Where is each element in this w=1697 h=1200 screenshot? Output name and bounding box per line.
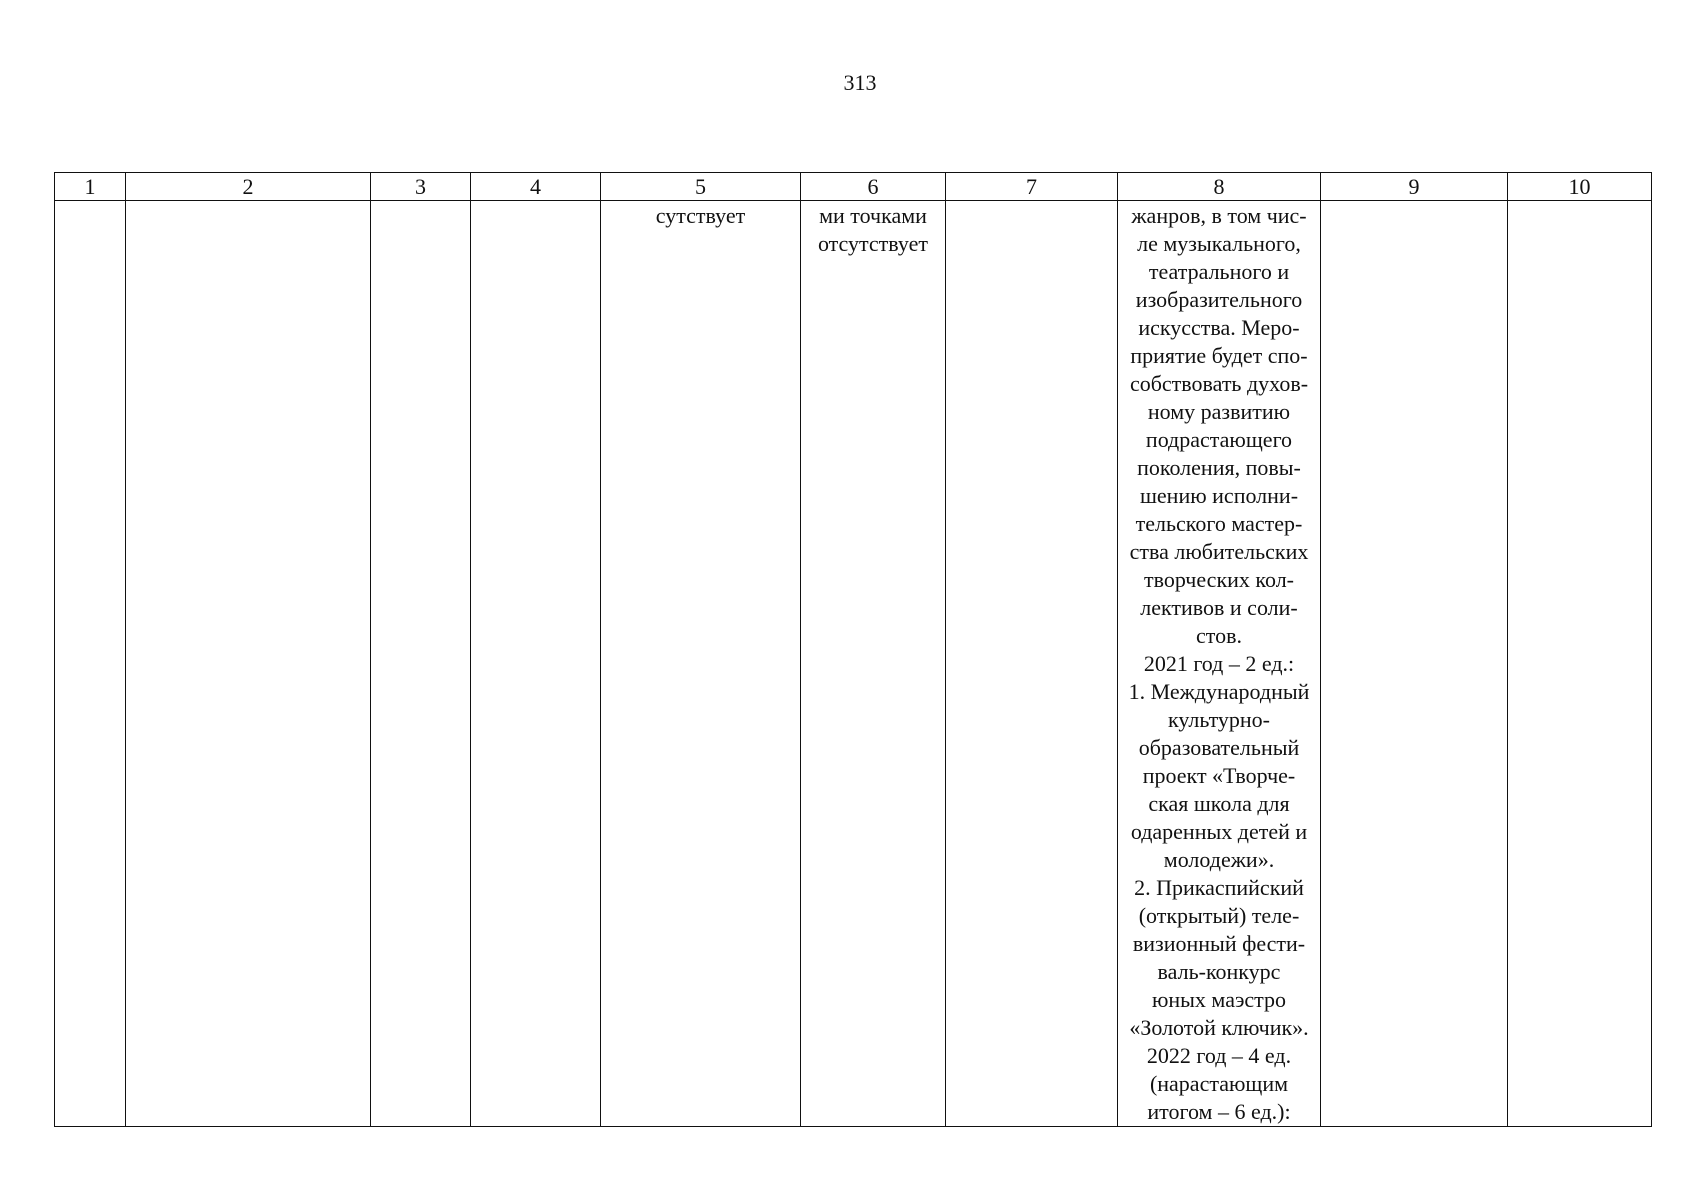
page-number: 313 <box>843 70 877 95</box>
cell-text-line: поколения, повы- <box>1137 455 1301 480</box>
column-header-3: 3 <box>371 173 471 201</box>
data-table <box>54 172 1652 1127</box>
cell-text-line: шению исполни- <box>1139 483 1299 508</box>
cell-text-line: лективов и соли- <box>1140 595 1298 620</box>
cell-text-line: подрастающего <box>1145 427 1293 452</box>
table-cell-col6 <box>801 201 946 1127</box>
cell-text-line: ская школа для <box>1148 791 1290 816</box>
cell-text-line: итогом – 6 ед.): <box>1147 1099 1291 1124</box>
column-header-8: 8 <box>1118 173 1321 201</box>
cell-text-line: 2021 год – 2 ед.: <box>1143 651 1295 676</box>
cell-text-line: творческих кол- <box>1144 567 1294 592</box>
cell-text-line: 2022 год – 4 ед. <box>1146 1043 1292 1068</box>
cell-text-line: сутствует <box>655 203 746 228</box>
cell-text-line: театрального и <box>1148 259 1290 284</box>
cell-text-line: приятие будет спо- <box>1130 343 1308 368</box>
cell-text-line: (открытый) теле- <box>1138 903 1300 928</box>
cell-text-line: молодежи». <box>1163 847 1275 872</box>
cell-text-line: собствовать духов- <box>1129 371 1309 396</box>
column-header-5: 5 <box>601 173 801 201</box>
column-header-4: 4 <box>471 173 601 201</box>
table-cell-col5 <box>601 201 801 1127</box>
cell-text-line: культурно- <box>1167 707 1270 732</box>
table-cell-col8 <box>1118 201 1321 1127</box>
table-cell-col7 <box>946 201 1118 1127</box>
cell-text-line: (нарастающим <box>1149 1071 1289 1096</box>
cell-text-line: ному развитию <box>1147 399 1291 424</box>
cell-text-line: валь-конкурс <box>1157 959 1281 984</box>
table-cell-col9 <box>1321 201 1508 1127</box>
cell-text-line: «Золотой ключик». <box>1129 1015 1309 1040</box>
column-header-7: 7 <box>946 173 1118 201</box>
table-cell-col1 <box>55 201 126 1127</box>
column-header-1: 1 <box>55 173 126 201</box>
cell-text-line: отсутствует <box>817 231 929 256</box>
cell-text-line: одаренных детей и <box>1130 819 1308 844</box>
cell-text-line: искусства. Меро- <box>1138 315 1300 340</box>
cell-text-line: 2. Прикаспийский <box>1134 875 1304 900</box>
column-header-10: 10 <box>1508 173 1652 201</box>
table-cell-col4 <box>471 201 601 1127</box>
cell-text-line: юных маэстро <box>1151 987 1287 1012</box>
column-header-9: 9 <box>1321 173 1508 201</box>
cell-text-line: 1. Международный <box>1128 679 1310 704</box>
cell-text-line: жанров, в том чис- <box>1131 203 1307 228</box>
header-row <box>55 173 1652 201</box>
table-cell-col10 <box>1508 201 1652 1127</box>
table-cell-col2 <box>126 201 371 1127</box>
cell-text-line: ле музыкального, <box>1137 231 1301 256</box>
cell-text-line: визионный фести- <box>1132 931 1306 956</box>
cell-text-line: проект «Творче- <box>1142 763 1296 788</box>
table-row <box>55 201 1652 1127</box>
cell-text-line: тельского мастер- <box>1135 511 1303 536</box>
cell-text-line: стов. <box>1196 623 1242 648</box>
cell-text-line: образовательный <box>1138 735 1300 760</box>
cell-text-line: ми точками <box>819 203 927 228</box>
column-header-6: 6 <box>801 173 946 201</box>
cell-text-line: ства любительских <box>1129 539 1309 564</box>
cell-text-line: изобразительного <box>1135 287 1303 312</box>
table-cell-col3 <box>371 201 471 1127</box>
column-header-2: 2 <box>126 173 371 201</box>
